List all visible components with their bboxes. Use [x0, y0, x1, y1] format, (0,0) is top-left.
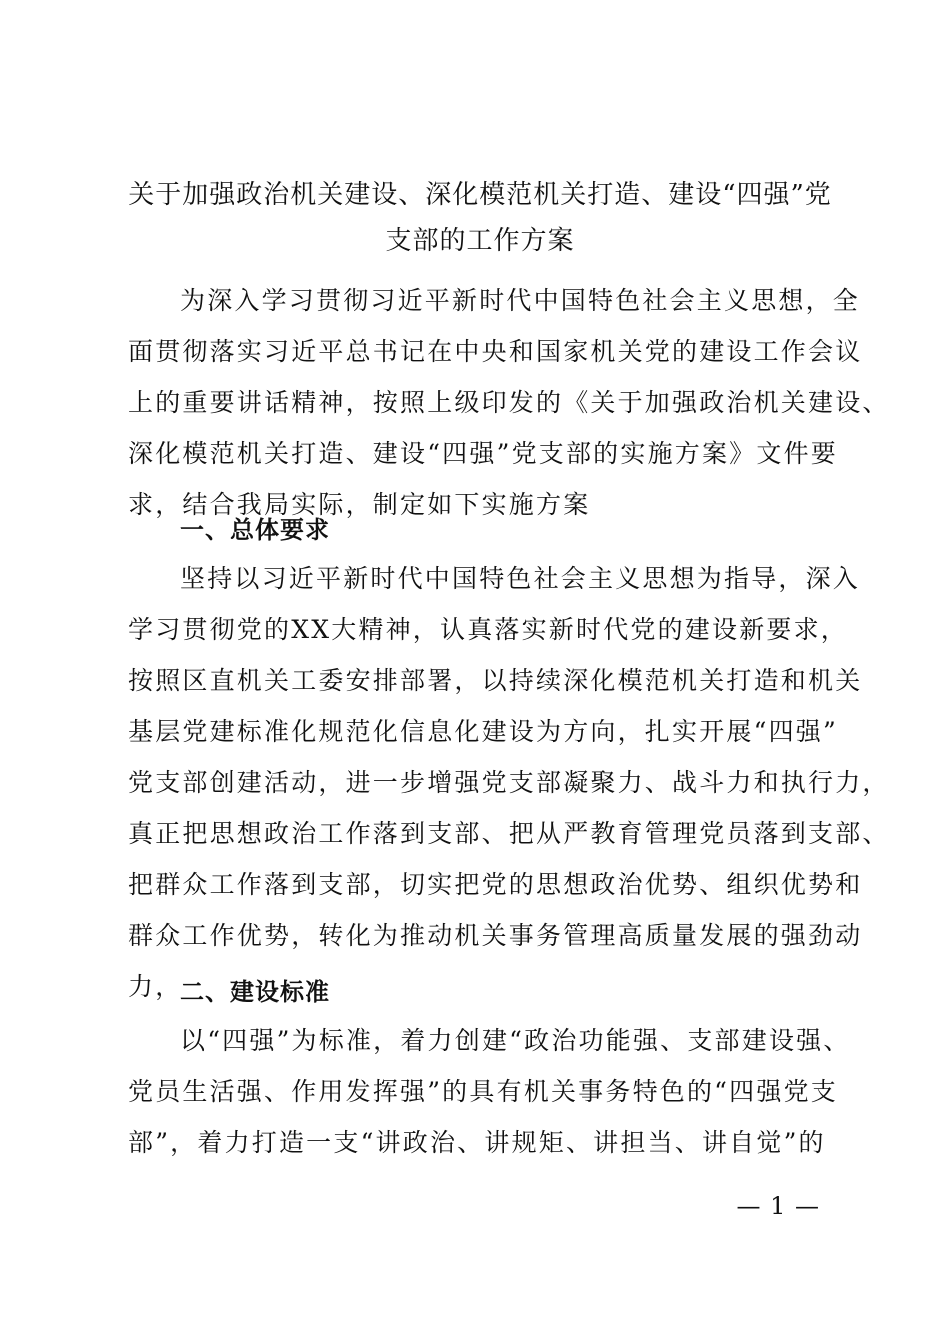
- paragraph-line: 以“四强”为标准，着力创建“政治功能强、支部建设强、: [180, 1026, 851, 1055]
- paragraph-line: 上的重要讲话精神，按照上级印发的《关于加强政治机关建设、: [128, 388, 890, 417]
- paragraph-line: 基层党建标准化规范化信息化建设为方向，扎实开展“四强”: [128, 717, 838, 746]
- document-title: [110, 172, 850, 264]
- title-line: 关于加强政治机关建设、深化模范机关打造、建设“四强”党: [128, 180, 832, 210]
- paragraph-line: 学习贯彻党的XX大精神，认真落实新时代党的建设新要求，: [128, 615, 848, 644]
- paragraph-line: 力，: [128, 972, 183, 1001]
- paragraph-line: 坚持以习近平新时代中国特色社会主义思想为指导，深入: [180, 564, 861, 593]
- section-heading-general-requirements: 一、总体要求: [180, 516, 330, 544]
- section-heading-construction-standards: 二、建设标准: [180, 978, 330, 1006]
- paragraph-line: 为深入学习贯彻习近平新时代中国特色社会主义思想，全: [180, 286, 861, 315]
- paragraph-line: 党员生活强、作用发挥强”的具有机关事务特色的“四强党支: [128, 1077, 838, 1106]
- paragraph-line: 群众工作优势，转化为推动机关事务管理高质量发展的强劲动: [128, 921, 863, 950]
- paragraph-line: 真正把思想政治工作落到支部、把从严教育管理党员落到支部、: [128, 819, 890, 848]
- paragraph-line: 部”，着力打造一支“讲政治、讲规矩、讲担当、讲自觉”的: [128, 1128, 826, 1157]
- intro-paragraph: [128, 275, 890, 530]
- paragraph-line: 面贯彻落实习近平总书记在中央和国家机关党的建设工作会议: [128, 337, 863, 366]
- paragraph-line: 按照区直机关工委安排部署，以持续深化模范机关打造和机关: [128, 666, 863, 695]
- paragraph-line: 深化模范机关打造、建设“四强”党支部的实施方案》文件要: [128, 439, 838, 468]
- section-paragraph-general-requirements: [128, 553, 890, 1012]
- section-paragraph-construction-standards: [128, 1015, 851, 1168]
- page-number: — 1 —: [736, 1192, 820, 1220]
- title-line: 支部的工作方案: [385, 226, 575, 256]
- paragraph-line: 把群众工作落到支部，切实把党的思想政治优势、组织优势和: [128, 870, 863, 899]
- paragraph-line: 党支部创建活动，进一步增强党支部凝聚力、战斗力和执行力，: [128, 768, 890, 797]
- paragraph-line: 求，结合我局实际，制定如下实施方案: [128, 490, 591, 519]
